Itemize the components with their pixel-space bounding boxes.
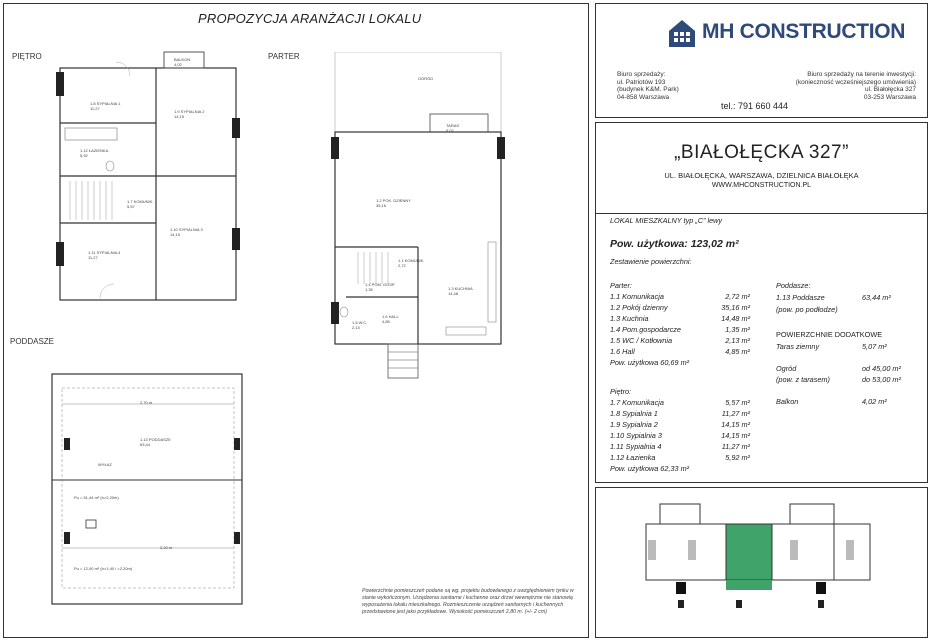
pu-label-2: Pu = 12,00 m² (h>1,40 / <2,20m) [74, 566, 133, 571]
area-s19: 14,15 [174, 114, 185, 119]
area-s112: 5,92 [80, 153, 88, 158]
area-d113: 63,44 [140, 442, 151, 447]
area-p16: 4,85 [382, 319, 390, 324]
list-item: 1.5 WC / Kotłownia 2,13 m² [610, 336, 750, 345]
label-p11: 1.1 KOMUNIK. [398, 258, 425, 263]
label-p15: 1.5 W.C. [352, 320, 368, 325]
label-p13: 1.3 KUCHNIA [448, 286, 473, 291]
pietro-list [610, 398, 750, 475]
area-p12: 35,16 [376, 203, 387, 208]
unit-type: LOKAL MIESZKALNY typ „C” lewy [610, 216, 723, 225]
ground-floor-plan [318, 52, 508, 382]
footnote: Powierzchnie pomieszczeń podane są wg. projektu budowlanego z uwzględnieniem tynku w stanie wykończonym. Urządzenia sanitarne i kuchenne oraz drzwi wewnętrzne nie stanowią wyposażenia lokalu mieszkalnego. Rozmieszczenie urządzeń sanitarnych i kuchennych przedstawione jest jako przykładowe. Wysokość pomieszczeń 2,80 m. (+/- 2 cm) [362, 588, 574, 615]
label-p16: 1.6 HALL [382, 314, 399, 319]
attic-plan [50, 360, 250, 615]
section-label-parter: PARTER [268, 52, 300, 61]
label-wylaz: WYŁAZ [98, 462, 112, 467]
label-s112: 1.12 ŁAZIENKA [80, 148, 109, 153]
extra-ogrod-label: Ogród [776, 364, 797, 373]
area-p11: 2,72 [398, 263, 406, 268]
brand-logo: MH CONSTRUCTION [702, 20, 906, 43]
label-taras: TARAS [446, 123, 460, 128]
extra-ogrod2-value: do 53,00 m² [862, 375, 901, 384]
area-balkon: 4,02 [174, 62, 182, 67]
project-panel [595, 122, 928, 214]
project-name: „BIAŁOŁĘCKA 327” [674, 142, 849, 163]
poddasze-row-value: 63,44 m² [862, 293, 891, 302]
label-s18: 1.8 SYPIALNIA 1 [90, 101, 121, 106]
extra-balkon-value: 4,02 m² [862, 397, 887, 406]
section-label-poddasze: PODDASZE [10, 337, 55, 346]
label-d113: 1.13 PODDASZE [140, 437, 171, 442]
dim-270: 2,70 m [140, 400, 153, 405]
page-title: PROPOZYCJA ARANŻACJI LOKALU [198, 11, 422, 26]
label-p12: 1.2 POK. DZIENNY [376, 198, 411, 203]
pietro-heading: Piętro: [610, 387, 632, 396]
list-item: 1.1 Komunikacja 2,72 m² [610, 292, 750, 301]
list-item: 1.12 Łazienka 5,92 m² [610, 453, 750, 462]
area-p15: 2,13 [352, 325, 360, 330]
list-item: 1.11 Sypialnia 4 11,27 m² [610, 442, 750, 451]
list-item: 1.2 Pokój dzienny 35,16 m² [610, 303, 750, 312]
label-ogrod: OGRÓD [418, 76, 434, 81]
office-right: Biuro sprzedaży na terenie inwestycji: (konieczność wcześniejszego umówienia) ul. Białołęcka 327 03-253 Warszawa [795, 71, 916, 101]
extra-heading: POWIERZCHNIE DODATKOWE [776, 330, 883, 339]
list-item: 1.4 Pom.gospodarcze 1,35 m² [610, 325, 750, 334]
site-plan [640, 500, 880, 615]
area-s18: 11,27 [90, 106, 100, 111]
pietro-total: Pow. użytkowa 62,33 m² [610, 464, 690, 473]
unit-area: Pow. użytkowa: 123,02 m² [610, 238, 739, 250]
parter-total: Pow. użytkowa 60,69 m² [610, 358, 690, 367]
label-p14: 1.4 POM. GOSP. [365, 282, 396, 287]
area-s17: 5,57 [127, 204, 135, 209]
phone: tel.: 791 660 444 [721, 101, 789, 111]
list-item: 1.8 Sypialnia 1 11,27 m² [610, 409, 750, 418]
extra-taras-label: Taras ziemny [776, 342, 820, 351]
building-logo-icon [667, 17, 697, 49]
poddasze-note: (pow. po podłodze) [776, 305, 838, 314]
project-www: WWW.MHCONSTRUCTION.PL [711, 182, 812, 189]
label-s17: 1.7 KOMUNIK. [127, 199, 154, 204]
section-label-pietro: PIĘTRO [12, 52, 42, 61]
area-s110: 14,15 [170, 232, 181, 237]
label-s19: 1.9 SYPIALNIA 2 [174, 109, 205, 114]
poddasze-heading: Poddasze: [776, 281, 811, 290]
area-p14: 1,35 [365, 287, 373, 292]
area-s111: 11,27 [88, 255, 98, 260]
label-s110: 1.10 SYPIALNIA 3 [170, 227, 203, 232]
office-left: Biuro sprzedaży: ul. Patriotów 193 (budynek K&M. Park) 04-858 Warszawa [617, 71, 679, 101]
extra-taras-value: 5,07 m² [862, 342, 887, 351]
parter-list [610, 292, 750, 369]
summary-heading: Zestawienie powierzchni: [610, 257, 692, 266]
label-s111: 1.11 SYPIALNIA 4 [88, 250, 121, 255]
area-taras: 5,07 [446, 128, 454, 133]
dim-220: 2,20 m [160, 545, 173, 550]
list-item: 1.9 Sypialnia 2 14,15 m² [610, 420, 750, 429]
poddasze-row-label: 1.13 Poddasze [776, 293, 825, 302]
extra-ogrod2-label: (pow. z tarasem) [776, 375, 830, 384]
first-floor-plan [40, 48, 250, 308]
pu-label-1: Pu = 51,44 m² (h>2,20m) [74, 495, 119, 500]
list-item: 1.3 Kuchnia 14,48 m² [610, 314, 750, 323]
extra-ogrod-value: od 45,00 m² [862, 364, 901, 373]
extra-balkon-label: Balkon [776, 397, 799, 406]
list-item: 1.10 Sypialnia 3 14,15 m² [610, 431, 750, 440]
area-p13: 14,48 [448, 291, 459, 296]
label-balkon: BALKON [174, 57, 191, 62]
project-address: UL. BIAŁOŁĘCKA, WARSZAWA, DZIELNICA BIAŁOŁĘKA [664, 171, 859, 180]
list-item: 1.7 Komunikacja 5,57 m² [610, 398, 750, 407]
parter-heading: Parter: [610, 281, 632, 290]
list-item: 1.6 Hall 4,85 m² [610, 347, 750, 356]
